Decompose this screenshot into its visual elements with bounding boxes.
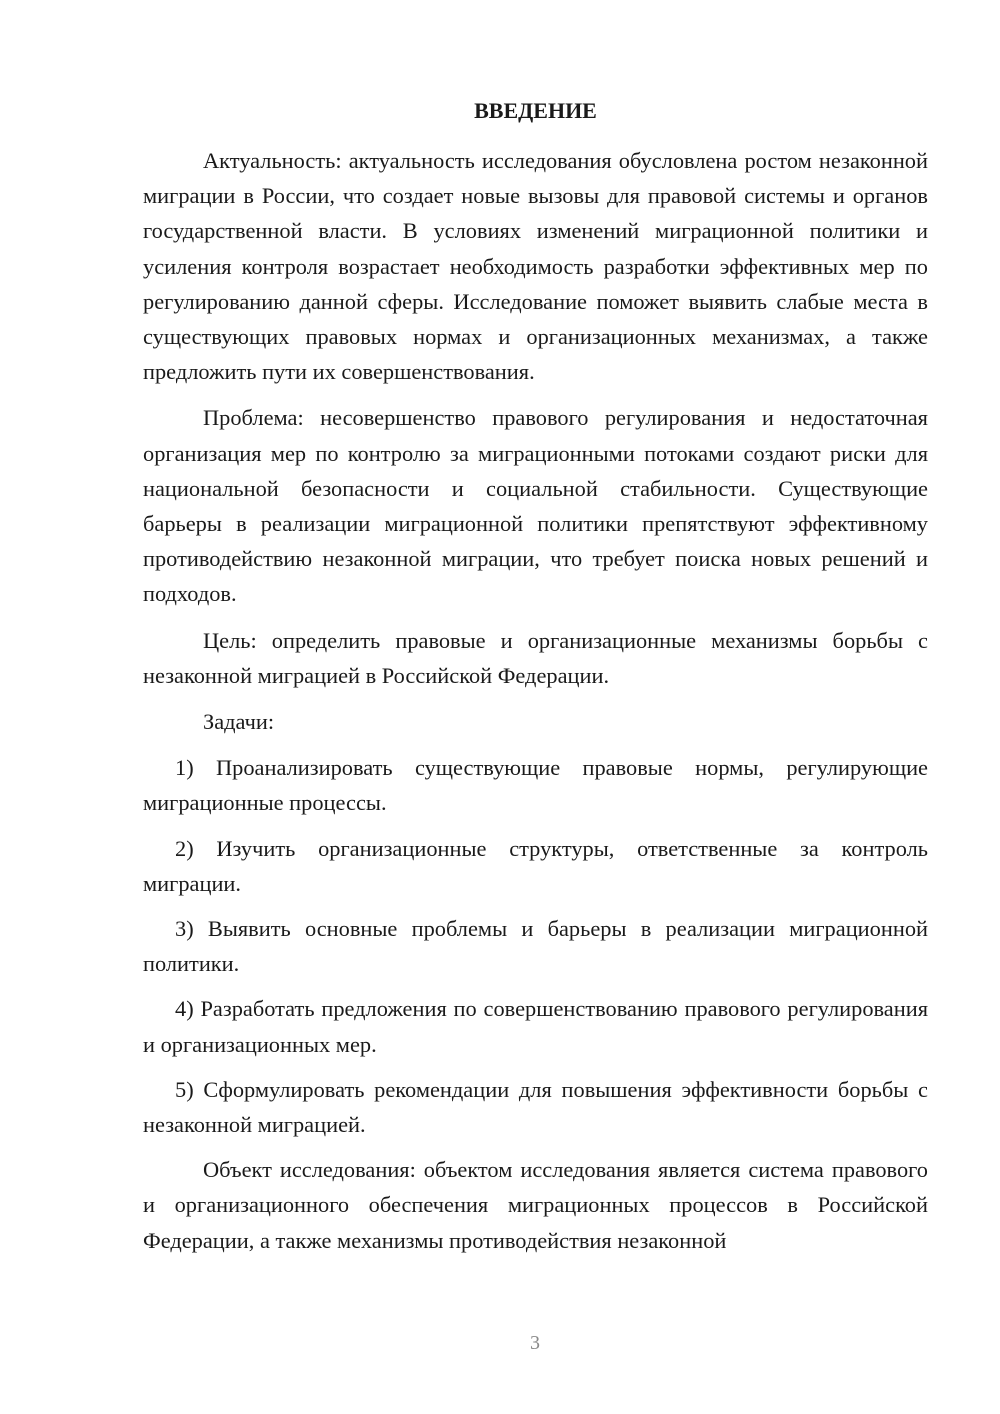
- task-item: 3) Выявить основные проблемы и барьеры в реализации миграционной политики.: [143, 916, 928, 977]
- tasks-list: [143, 750, 928, 1142]
- paragraph-object: Объект исследования: объектом исследования является система правового и организационного обеспечения миграционных процессов в Российской Федерации, а также механизмы противодействия незаконной: [143, 1157, 928, 1253]
- task-item: 2) Изучить организационные структуры, ответственные за контроль миграции.: [143, 835, 928, 896]
- paragraph-relevance: Актуальность: актуальность исследования обусловлена ростом незаконной миграции в России, что создает новые вызовы для правовой системы и органов государственной власти. В условиях изменений миграционной политики и усиления контроля возрастает необходимость разработки эффективных мер по регулированию данной сферы. Исследование поможет выявить слабые места в существующих правовых нормах и организационных механизмах, а также предложить пути их совершенствования.: [143, 148, 928, 385]
- section-title: ВВЕДЕНИЕ: [474, 98, 597, 123]
- task-item: 4) Разработать предложения по совершенствованию правового регулирования и организационных мер.: [143, 996, 928, 1057]
- tasks-heading: Задачи:: [203, 709, 275, 735]
- paragraph-goal: Цель: определить правовые и организационные механизмы борьбы с незаконной миграцией в Российской Федерации.: [143, 627, 928, 688]
- task-item: 5) Сформулировать рекомендации для повышения эффективности борьбы с незаконной миграцией.: [143, 1076, 928, 1138]
- document-page: [143, 95, 928, 1269]
- page-number: 3: [530, 1332, 540, 1354]
- paragraph-problem: Проблема: несовершенство правового регулирования и недостаточная организация мер по контролю за миграционными потоками создают риски для национальной безопасности и социальной стабильности. Существующие барьеры в реализации миграционной политики препятствуют эффективному противодействию незаконной миграции, что требует поиска новых решений и подходов.: [143, 405, 928, 607]
- task-item: 1) Проанализировать существующие правовые нормы, регулирующие миграционные процессы.: [143, 755, 928, 816]
